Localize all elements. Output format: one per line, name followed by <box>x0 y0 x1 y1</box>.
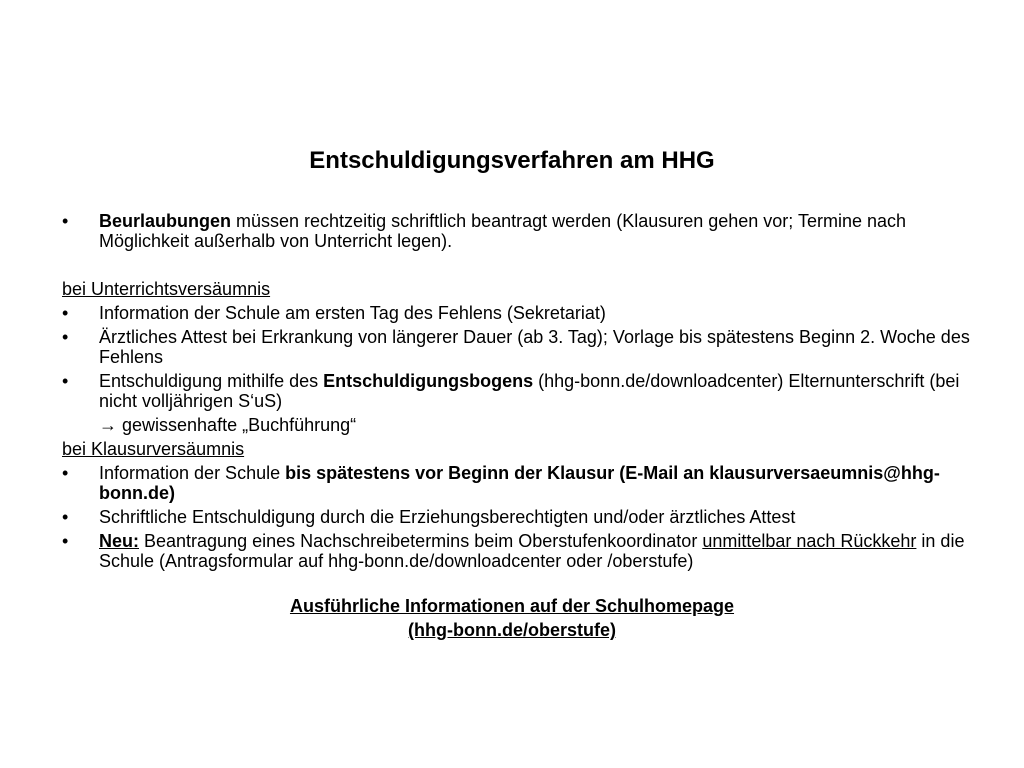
list-item-text: Beantragung eines Nachschreibetermins beim Oberstufenkoordinator <box>139 531 703 551</box>
footer-line-1: Ausführliche Informationen auf der Schulhomepage <box>289 596 735 616</box>
footer-link: (hhg-bonn.de/oberstufe) <box>408 620 616 640</box>
deadline-emphasis: bis spätestens vor Beginn der Klausur (E-Mail an klausurversaeumnis@hhg-bonn.de) <box>99 463 940 503</box>
list-item-text: Information der Schule am ersten Tag des Fehlens (Sekretariat) <box>99 303 606 323</box>
new-label: Neu: <box>99 531 139 551</box>
bullet-icon: • <box>62 507 69 527</box>
list-item-text: (hhg-bonn.de/downloadcenter) Elternunterschrift (bei nicht volljährigen S‘uS) <box>99 371 960 411</box>
bullet-icon: • <box>62 211 69 231</box>
list-item-text: Entschuldigung mithilfe des <box>99 371 324 391</box>
section-heading-klausur: bei Klausurversäumnis <box>62 439 245 459</box>
list-item-unterricht-3 <box>62 371 982 411</box>
entschuldigungsbogen-term: Entschuldigungsbogens <box>323 371 534 391</box>
bullet-icon: • <box>62 531 69 551</box>
list-item-klausur-2 <box>62 507 982 527</box>
beurlaubungen-text: müssen rechtzeitig schriftlich beantragt werden (Klausuren gehen vor; Termine nach Möglichkeit außerhalb von Unterricht legen). <box>99 211 907 251</box>
list-item-beurlaubungen <box>62 211 982 251</box>
page-title: Entschuldigungsverfahren am HHG <box>309 147 715 174</box>
list-item-klausur-1 <box>62 463 982 503</box>
bullet-icon: • <box>62 371 69 391</box>
bullet-icon: • <box>62 463 69 483</box>
bullet-icon: • <box>62 303 69 323</box>
beurlaubungen-term: Beurlaubungen <box>99 211 232 231</box>
content-body <box>62 211 982 575</box>
list-item-text: Schriftliche Entschuldigung durch die Erziehungsberechtigten und/oder ärztliches Attest <box>99 507 796 527</box>
arrow-note: → gewissenhafte „Buchführung“ <box>99 415 357 435</box>
bullet-icon: • <box>62 327 69 347</box>
list-item-text: Ärztliches Attest bei Erkrankung von längerer Dauer (ab 3. Tag); Vorlage bis spätestens Beginn 2. Woche des Fehlens <box>99 327 970 367</box>
section-heading-unterricht: bei Unterrichtsversäumnis <box>62 279 271 299</box>
list-item-unterricht-2 <box>62 327 982 367</box>
list-item-unterricht-1 <box>62 303 982 323</box>
list-item-klausur-3 <box>62 531 982 571</box>
list-item-text: in die Schule (Antragsformular auf hhg-bonn.de/downloadcenter oder /oberstufe) <box>99 531 965 571</box>
list-item-text: Information der Schule <box>99 463 286 483</box>
footer-note <box>0 594 1024 642</box>
timing-emphasis: unmittelbar nach Rückkehr <box>702 531 917 551</box>
